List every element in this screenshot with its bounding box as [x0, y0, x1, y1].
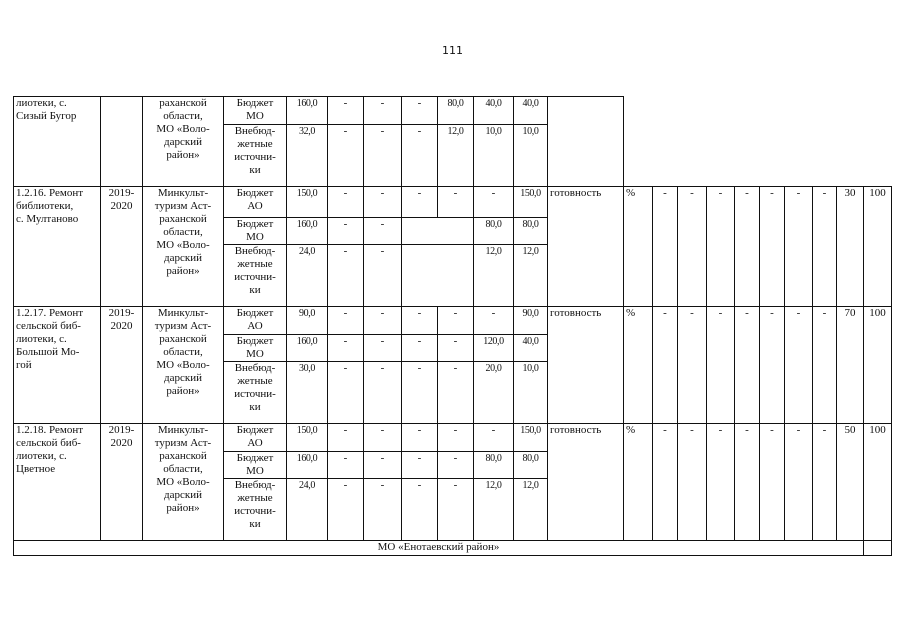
value-cell: 90,0	[514, 307, 548, 335]
indicator-value-cell: 100	[864, 307, 892, 424]
value-cell: -	[328, 452, 364, 479]
executor-cell: раханской области, МО «Воло- дарский район»	[143, 97, 224, 187]
value-cell	[402, 245, 474, 307]
indicator-value-cell: -	[785, 307, 813, 424]
value-cell: -	[438, 307, 474, 335]
executor-cell: Минкульт- туризм Аст- раханской области, МО «Воло- дарский район»	[143, 307, 224, 424]
total-cell: 150,0	[287, 187, 328, 218]
funding-source-cell: Бюджет МО	[224, 97, 287, 125]
indicator-value-cell: -	[813, 307, 837, 424]
value-cell: 40,0	[514, 97, 548, 125]
indicator-value-cell: 30	[837, 187, 864, 307]
funding-source-cell: Бюджет МО	[224, 218, 287, 245]
indicator-value-cell: -	[760, 187, 785, 307]
value-cell: -	[364, 452, 402, 479]
value-cell: -	[364, 245, 402, 307]
unit-cell: %	[624, 307, 653, 424]
indicator-value-cell: -	[785, 187, 813, 307]
total-cell: 160,0	[287, 218, 328, 245]
indicator-cell: готовность	[548, 424, 624, 541]
value-cell: 80,0	[474, 452, 514, 479]
indicator-value-cell: -	[653, 187, 678, 307]
value-cell: -	[364, 125, 402, 187]
value-cell: 12,0	[514, 479, 548, 541]
table-row	[14, 187, 892, 218]
measure-name-cell: 1.2.17. Ремонт сельской биб- лиотеки, с. Большой Мо- гой	[14, 307, 101, 424]
section-row	[14, 541, 892, 556]
value-cell: -	[402, 125, 438, 187]
total-cell: 160,0	[287, 97, 328, 125]
indicator-cell: готовность	[548, 187, 624, 307]
indicator-value-cell: -	[813, 424, 837, 541]
value-cell: -	[474, 187, 514, 218]
funding-source-cell: Внебюд- жетные источни- ки	[224, 479, 287, 541]
indicator-value-cell: -	[785, 424, 813, 541]
indicator-value-cell: -	[760, 307, 785, 424]
indicator-value-cell: -	[707, 424, 735, 541]
table-row	[14, 307, 892, 335]
value-cell: 80,0	[474, 218, 514, 245]
table-row	[14, 97, 892, 125]
value-cell: -	[474, 424, 514, 452]
value-cell: -	[402, 97, 438, 125]
value-cell: -	[402, 362, 438, 424]
value-cell: 40,0	[514, 335, 548, 362]
executor-cell: Минкульт- туризм Аст- раханской области, МО «Воло- дарский район»	[143, 187, 224, 307]
value-cell: -	[328, 307, 364, 335]
value-cell: -	[474, 307, 514, 335]
value-cell: -	[438, 335, 474, 362]
value-cell: -	[364, 424, 402, 452]
indicator-value-cell: 100	[864, 187, 892, 307]
total-cell: 160,0	[287, 452, 328, 479]
value-cell: 120,0	[474, 335, 514, 362]
value-cell: -	[364, 479, 402, 541]
indicator-value-cell: 70	[837, 307, 864, 424]
value-cell: 80,0	[514, 452, 548, 479]
funding-source-cell: Внебюд- жетные источни- ки	[224, 125, 287, 187]
funding-source-cell: Бюджет МО	[224, 452, 287, 479]
value-cell: -	[328, 97, 364, 125]
value-cell: -	[364, 187, 402, 218]
value-cell: 10,0	[514, 125, 548, 187]
years-cell	[101, 97, 143, 187]
indicator-cell: готовность	[548, 307, 624, 424]
program-table	[13, 96, 892, 556]
value-cell: -	[328, 424, 364, 452]
value-cell: -	[402, 335, 438, 362]
value-cell: 12,0	[474, 479, 514, 541]
years-cell: 2019- 2020	[101, 187, 143, 307]
funding-source-cell: Бюджет АО	[224, 424, 287, 452]
value-cell: -	[402, 479, 438, 541]
value-cell: 20,0	[474, 362, 514, 424]
total-cell: 90,0	[287, 307, 328, 335]
value-cell: -	[328, 362, 364, 424]
value-cell: 10,0	[514, 362, 548, 424]
indicator-value-cell: 50	[837, 424, 864, 541]
value-cell: -	[364, 97, 402, 125]
value-cell: 80,0	[438, 97, 474, 125]
funding-source-cell: Внебюд- жетные источни- ки	[224, 362, 287, 424]
value-cell: -	[438, 362, 474, 424]
value-cell: -	[402, 424, 438, 452]
value-cell: -	[328, 479, 364, 541]
value-cell: -	[402, 307, 438, 335]
measure-name-cell: 1.2.18. Ремонт сельской биб- лиотеки, с. Цветное	[14, 424, 101, 541]
years-cell: 2019- 2020	[101, 307, 143, 424]
value-cell: -	[438, 424, 474, 452]
total-cell: 150,0	[287, 424, 328, 452]
indicator-value-cell: -	[678, 424, 707, 541]
value-cell: 80,0	[514, 218, 548, 245]
value-cell: -	[438, 187, 474, 218]
value-cell: 10,0	[474, 125, 514, 187]
indicator-value-cell: -	[653, 424, 678, 541]
value-cell: 40,0	[474, 97, 514, 125]
section-title: МО «Енотаевский район»	[14, 541, 864, 556]
value-cell	[402, 218, 474, 245]
funding-source-cell: Бюджет МО	[224, 335, 287, 362]
total-cell: 32,0	[287, 125, 328, 187]
indicator-value-cell: -	[653, 307, 678, 424]
years-cell: 2019- 2020	[101, 424, 143, 541]
measure-name-cell: 1.2.16. Ремонт библиотеки, с. Мултаново	[14, 187, 101, 307]
value-cell: -	[402, 187, 438, 218]
funding-source-cell: Бюджет АО	[224, 307, 287, 335]
table-row	[14, 424, 892, 452]
value-cell: -	[328, 187, 364, 218]
value-cell: -	[328, 335, 364, 362]
value-cell: -	[328, 125, 364, 187]
funding-source-cell: Внебюд- жетные источни- ки	[224, 245, 287, 307]
value-cell: -	[364, 362, 402, 424]
value-cell: -	[364, 307, 402, 335]
indicator-value-cell: -	[678, 187, 707, 307]
indicator-value-cell: -	[735, 424, 760, 541]
value-cell: 12,0	[438, 125, 474, 187]
value-cell: -	[438, 452, 474, 479]
total-cell: 24,0	[287, 245, 328, 307]
measure-name-cell: лиотеки, с. Сизый Бугор	[14, 97, 101, 187]
executor-cell: Минкульт- туризм Аст- раханской области, МО «Воло- дарский район»	[143, 424, 224, 541]
indicator-value-cell: -	[735, 187, 760, 307]
value-cell: -	[364, 218, 402, 245]
funding-source-cell: Бюджет АО	[224, 187, 287, 218]
value-cell: -	[402, 452, 438, 479]
value-cell: 12,0	[474, 245, 514, 307]
indicator-value-cell: -	[735, 307, 760, 424]
indicator-value-cell: -	[678, 307, 707, 424]
value-cell: -	[328, 218, 364, 245]
indicator-value-cell: -	[707, 187, 735, 307]
value-cell: -	[364, 335, 402, 362]
value-cell: 150,0	[514, 187, 548, 218]
indicator-value-cell: -	[760, 424, 785, 541]
unit-cell: %	[624, 187, 653, 307]
indicator-value-cell: -	[707, 307, 735, 424]
indicator-cell	[548, 97, 624, 187]
value-cell: -	[438, 479, 474, 541]
total-cell: 24,0	[287, 479, 328, 541]
unit-cell: %	[624, 424, 653, 541]
value-cell: 12,0	[514, 245, 548, 307]
total-cell: 160,0	[287, 335, 328, 362]
value-cell: -	[328, 245, 364, 307]
indicator-value-cell: 100	[864, 424, 892, 541]
value-cell: 150,0	[514, 424, 548, 452]
page-number: 111	[442, 44, 463, 57]
indicator-value-cell: -	[813, 187, 837, 307]
total-cell: 30,0	[287, 362, 328, 424]
